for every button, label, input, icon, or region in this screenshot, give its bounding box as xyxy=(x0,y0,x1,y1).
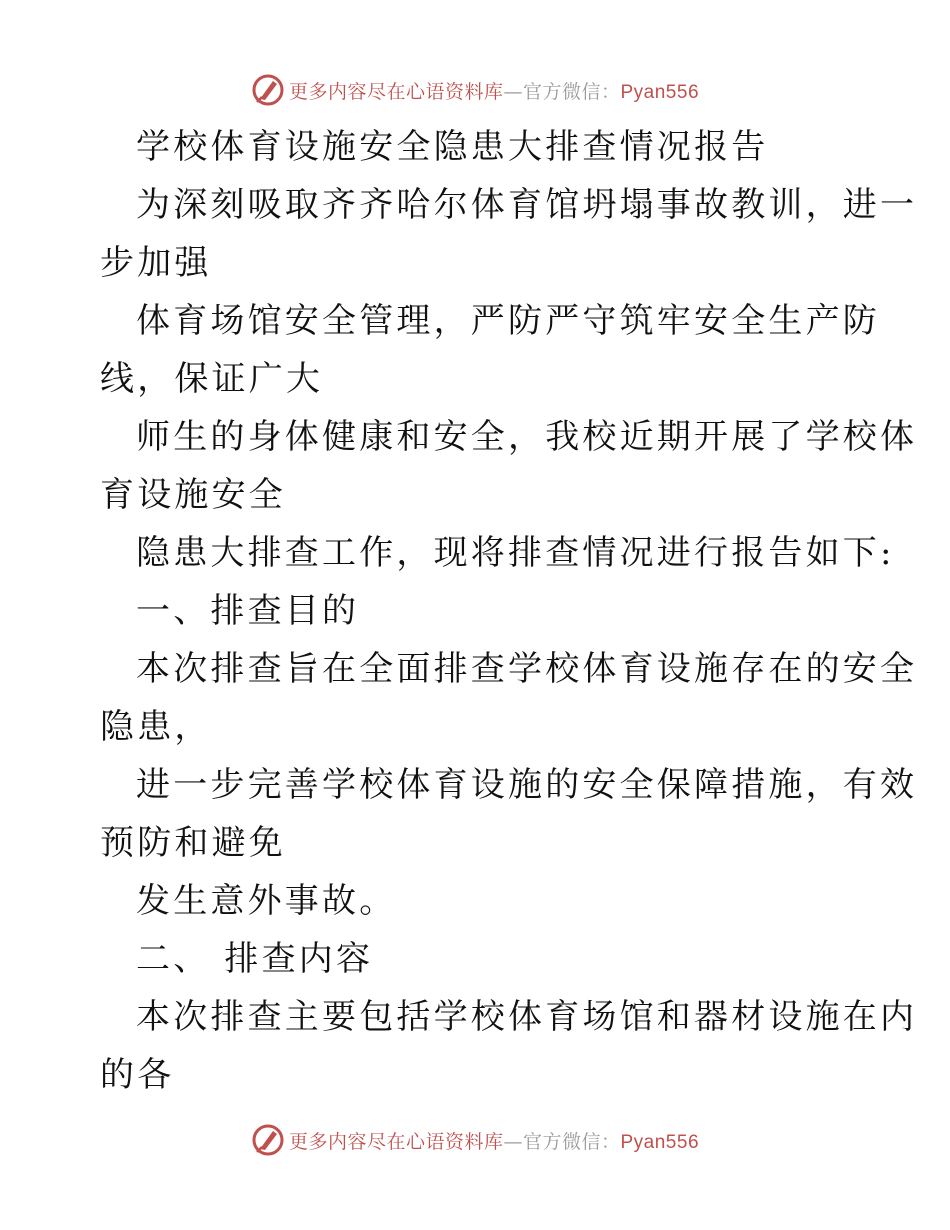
paragraph-line: 师生的身体健康和安全，我校近期开展了学校体 xyxy=(136,417,918,457)
section-heading: 一、排查目的 xyxy=(136,591,360,631)
paragraph-line: 本次排查主要包括学校体育场馆和器材设施在内 xyxy=(136,997,918,1037)
paragraph-line: 本次排查旨在全面排查学校体育设施存在的安全 xyxy=(136,649,918,689)
feather-pen-logo-icon xyxy=(251,1123,285,1157)
paragraph-line: 步加强 xyxy=(100,243,212,283)
paragraph-line: 为深刻吸取齐齐哈尔体育馆坍塌事故教训，进一 xyxy=(136,185,918,225)
watermark-text: 更多内容尽在心语资料库—官方微信：Pyan556 xyxy=(288,80,700,103)
paragraph-line: 的各 xyxy=(100,1055,175,1095)
paragraph-line: 隐患大排查工作，现将排查情况进行报告如下: xyxy=(136,533,895,573)
paragraph-line: 线，保证广大 xyxy=(100,359,324,399)
paragraph-line: 发生意外事故。 xyxy=(136,881,397,921)
paragraph-line: 预防和避免 xyxy=(100,823,286,863)
header-watermark xyxy=(0,70,950,110)
paragraph-line: 隐患， xyxy=(100,707,212,747)
paragraph-line: 育设施安全 xyxy=(100,475,286,515)
document-title: 学校体育设施安全隐患大排查情况报告 xyxy=(136,127,769,167)
section-heading: 二、 排查内容 xyxy=(136,939,374,979)
paragraph-line: 进一步完善学校体育设施的安全保障措施，有效 xyxy=(136,765,918,805)
paragraph-line: 体育场馆安全管理，严防严守筑牢安全生产防 xyxy=(136,301,880,341)
feather-pen-logo-icon xyxy=(251,73,285,107)
watermark-text: 更多内容尽在心语资料库—官方微信：Pyan556 xyxy=(288,1130,700,1153)
footer-watermark xyxy=(0,1120,950,1160)
